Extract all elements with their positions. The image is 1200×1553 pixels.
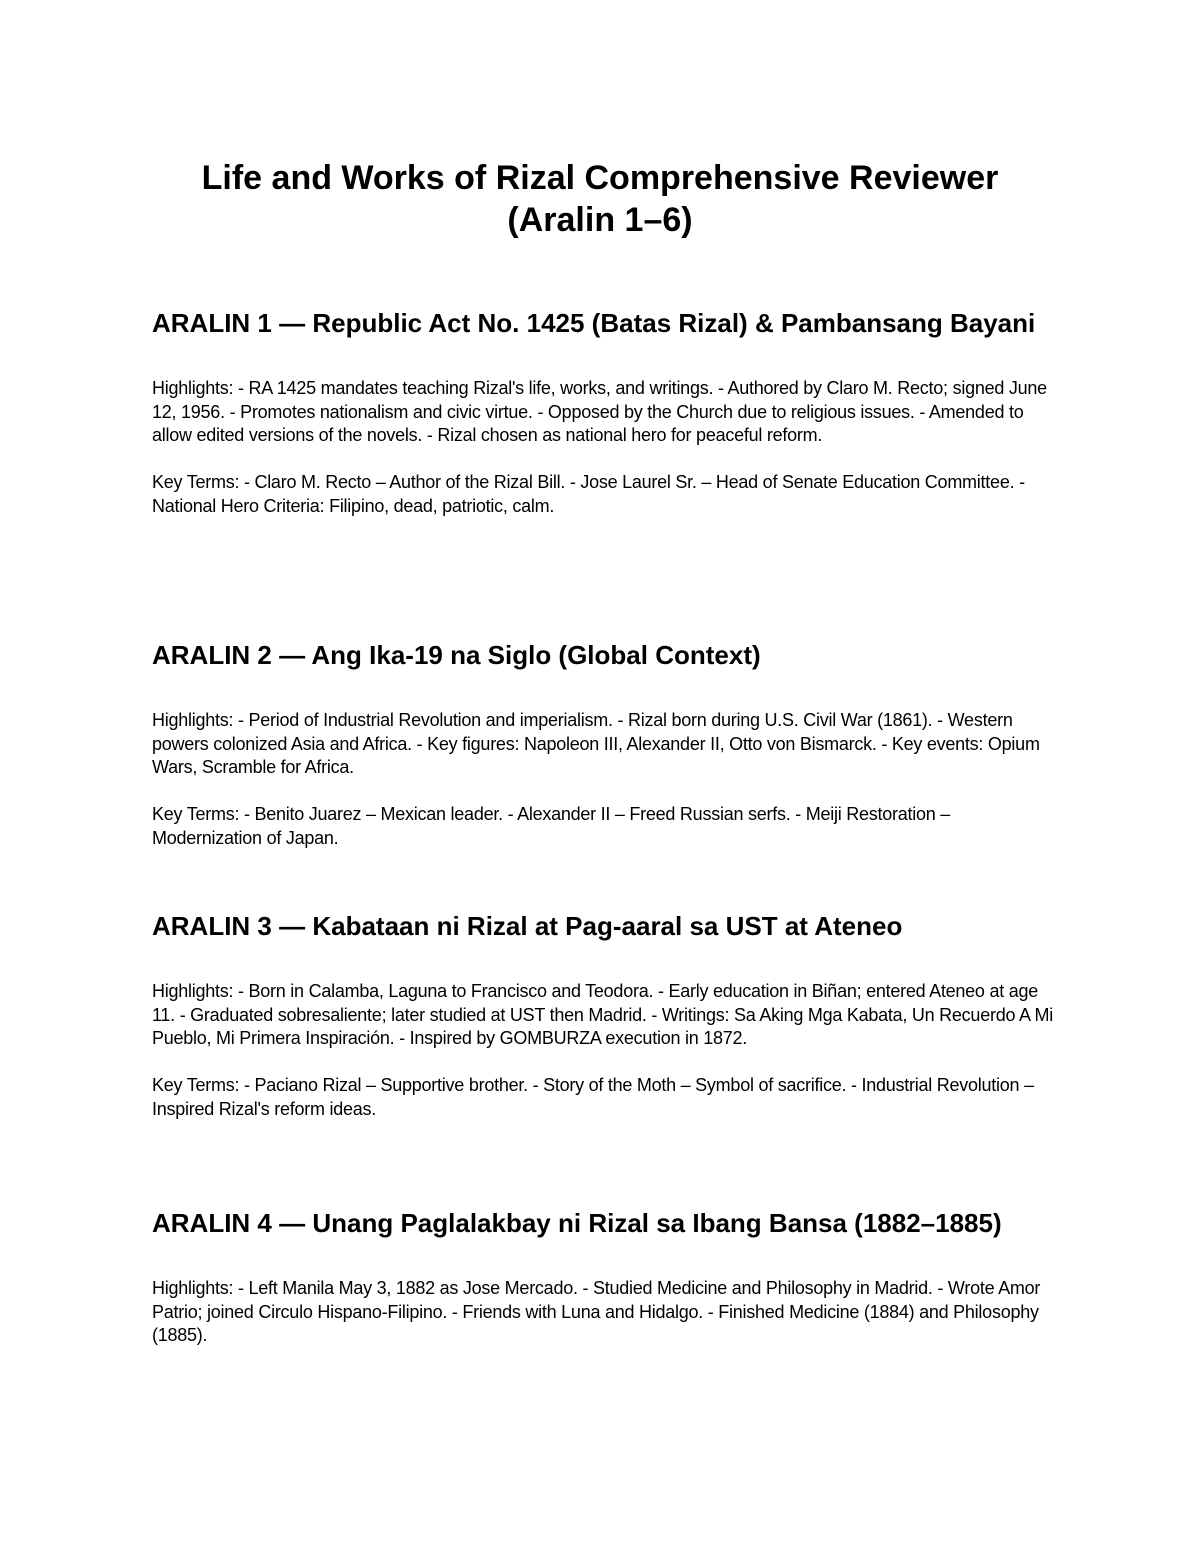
section-aralin-2 [152, 638, 1062, 850]
highlights-paragraph: Highlights: - Period of Industrial Revolution and imperialism. - Rizal born during U.S. Civil War (1861). - Western powers colonized Asia and Africa. - Key figures: Napoleon III, Alexander II, Otto von Bismarck. - Key events: Opium Wars, Scramble for Africa. [152, 710, 1040, 777]
highlights-paragraph: Highlights: - Born in Calamba, Laguna to Francisco and Teodora. - Early education in Biñan; entered Ateneo at age 11. - Graduated sobresaliente; later studied at UST then Madrid. - Writings: Sa Aking Mga Kabata, Un Recuerdo A Mi Pueblo, Mi Primera Inspiración. - Inspired by GOMBURZA execution in 1872. [152, 981, 1053, 1048]
section-heading: ARALIN 1 — Republic Act No. 1425 (Batas Rizal) & Pambansang Bayani [152, 308, 1036, 338]
section-aralin-4 [152, 1206, 1062, 1348]
section-aralin-3 [152, 909, 1062, 1121]
key-terms-paragraph: Key Terms: - Paciano Rizal – Supportive brother. - Story of the Moth – Symbol of sacrifice. - Industrial Revolution – Inspired Rizal's reform ideas. [152, 1075, 1034, 1119]
highlights-paragraph: Highlights: - Left Manila May 3, 1882 as Jose Mercado. - Studied Medicine and Philosophy in Madrid. - Wrote Amor Patrio; joined Circulo Hispano-Filipino. - Friends with Luna and Hidalgo. - Finished Medicine (1884) and Philosophy (1885). [152, 1278, 1041, 1345]
section-heading: ARALIN 2 — Ang Ika-19 na Siglo (Global Context) [152, 640, 761, 670]
document-title [0, 157, 1200, 241]
key-terms-paragraph: Key Terms: - Claro M. Recto – Author of the Rizal Bill. - Jose Laurel Sr. – Head of Senate Education Committee. - National Hero Criteria: Filipino, dead, patriotic, calm. [152, 472, 1025, 516]
highlights-paragraph: Highlights: - RA 1425 mandates teaching Rizal's life, works, and writings. - Authored by Claro M. Recto; signed June 12, 1956. - Promotes nationalism and civic virtue. - Opposed by the Church due to religious issues. - Amended to allow edited versions of the novels. - Rizal chosen as national hero for peaceful reform. [152, 378, 1047, 445]
title-line-1: Life and Works of Rizal Comprehensive Reviewer [201, 159, 999, 197]
section-aralin-1 [152, 306, 1062, 518]
section-heading: ARALIN 3 — Kabataan ni Rizal at Pag-aaral sa UST at Ateneo [152, 911, 903, 941]
title-line-2: (Aralin 1–6) [507, 201, 693, 239]
key-terms-paragraph: Key Terms: - Benito Juarez – Mexican leader. - Alexander II – Freed Russian serfs. - Meiji Restoration – Modernization of Japan. [152, 804, 951, 848]
section-heading: ARALIN 4 — Unang Paglalakbay ni Rizal sa Ibang Bansa (1882–1885) [152, 1208, 1002, 1238]
